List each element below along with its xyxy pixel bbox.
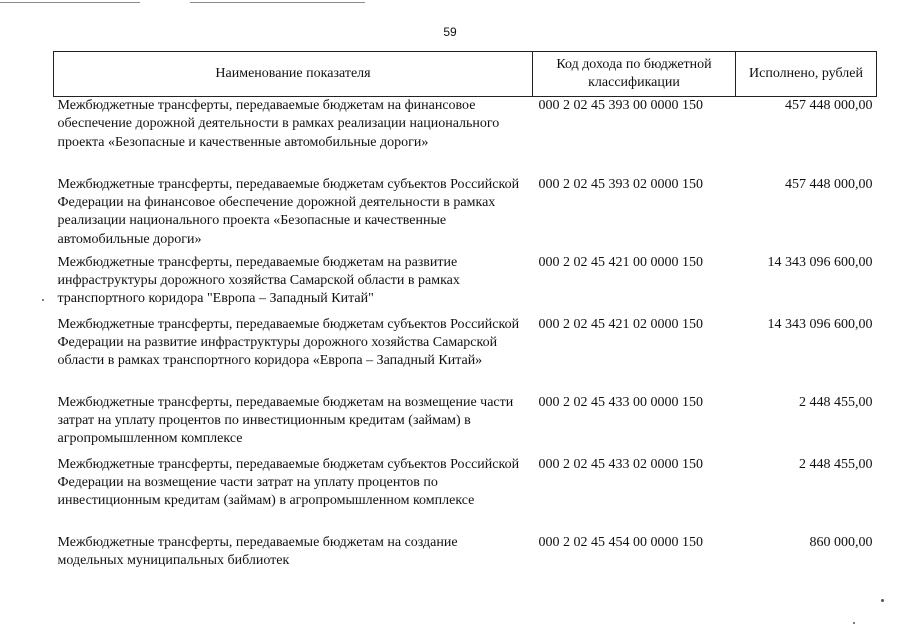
row-indicator-name: Межбюджетные трансферты, передаваемые бюджетам субъектов Российской Федерации на возмещение части затрат на уплату процентов по инвестиционным кредитам (займам) в агропромышленном комплексе (57, 456, 520, 509)
scan-artifact-line (0, 2, 140, 3)
page-number: 59 (443, 25, 457, 39)
row-indicator-name: Межбюджетные трансферты, передаваемые бюджетам субъектов Российской Федерации на развитие инфраструктуры дорожного хозяйства Самарской области в рамках транспортного коридора «Европа – Западный Китай» (57, 316, 520, 369)
row-income-code: 000 2 02 45 433 00 0000 150 (538, 394, 703, 410)
budget-table (53, 51, 877, 574)
row-executed-amount: 2 448 455,00 (799, 456, 873, 472)
row-indicator-name: Межбюджетные трансферты, передаваемые бюджетам субъектов Российской Федерации на финансовое обеспечение дорожной деятельности в рамках реализации национального проекта «Безопасные и качественные автомобильные дороги» (57, 176, 520, 247)
row-indicator-name: Межбюджетные трансферты, передаваемые бюджетам на возмещение части затрат на уплату процентов по инвестиционным кредитам (займам) в агропромышленном комплексе (57, 394, 514, 447)
row-income-code: 000 2 02 45 454 00 0000 150 (538, 534, 703, 550)
table-row (54, 394, 877, 456)
row-income-code: 000 2 02 45 421 00 0000 150 (538, 254, 703, 270)
row-executed-amount: 14 343 096 600,00 (767, 254, 873, 270)
table-row (54, 534, 877, 574)
row-income-code: 000 2 02 45 393 00 0000 150 (538, 98, 703, 113)
scan-artifact-line (190, 2, 365, 3)
table-row (54, 97, 877, 176)
row-indicator-name: Межбюджетные трансферты, передаваемые бюджетам на финансовое обеспечение дорожной деятельности в рамках реализации национального проекта «Безопасные и качественные автомобильные дороги» (57, 98, 500, 150)
row-indicator-name: Межбюджетные трансферты, передаваемые бюджетам на развитие инфраструктуры дорожного хозяйства Самарской области в рамках транспортного коридора "Европа – Западный Китай" (57, 254, 460, 307)
row-indicator-name: Межбюджетные трансферты, передаваемые бюджетам на создание модельных муниципальных библиотек (57, 534, 458, 568)
header-income-code: Код дохода по бюджетной классификации (533, 52, 736, 97)
header-executed-amount: Исполнено, рублей (736, 52, 877, 97)
row-executed-amount: 14 343 096 600,00 (767, 316, 873, 332)
row-income-code: 000 2 02 45 433 02 0000 150 (538, 456, 703, 472)
scan-speck (853, 622, 855, 624)
row-executed-amount: 457 448 000,00 (785, 98, 873, 113)
row-executed-amount: 457 448 000,00 (785, 176, 873, 192)
row-executed-amount: 860 000,00 (809, 534, 873, 550)
table-row (54, 456, 877, 534)
table-row (54, 254, 877, 316)
table-row (54, 176, 877, 254)
row-income-code: 000 2 02 45 421 02 0000 150 (538, 316, 703, 332)
table-header-row (54, 52, 877, 97)
scan-speck (42, 299, 44, 301)
row-executed-amount: 2 448 455,00 (799, 394, 873, 410)
header-indicator-name: Наименование показателя (54, 52, 533, 97)
row-income-code: 000 2 02 45 393 02 0000 150 (538, 176, 703, 192)
table-row (54, 316, 877, 394)
scan-speck (881, 599, 884, 602)
